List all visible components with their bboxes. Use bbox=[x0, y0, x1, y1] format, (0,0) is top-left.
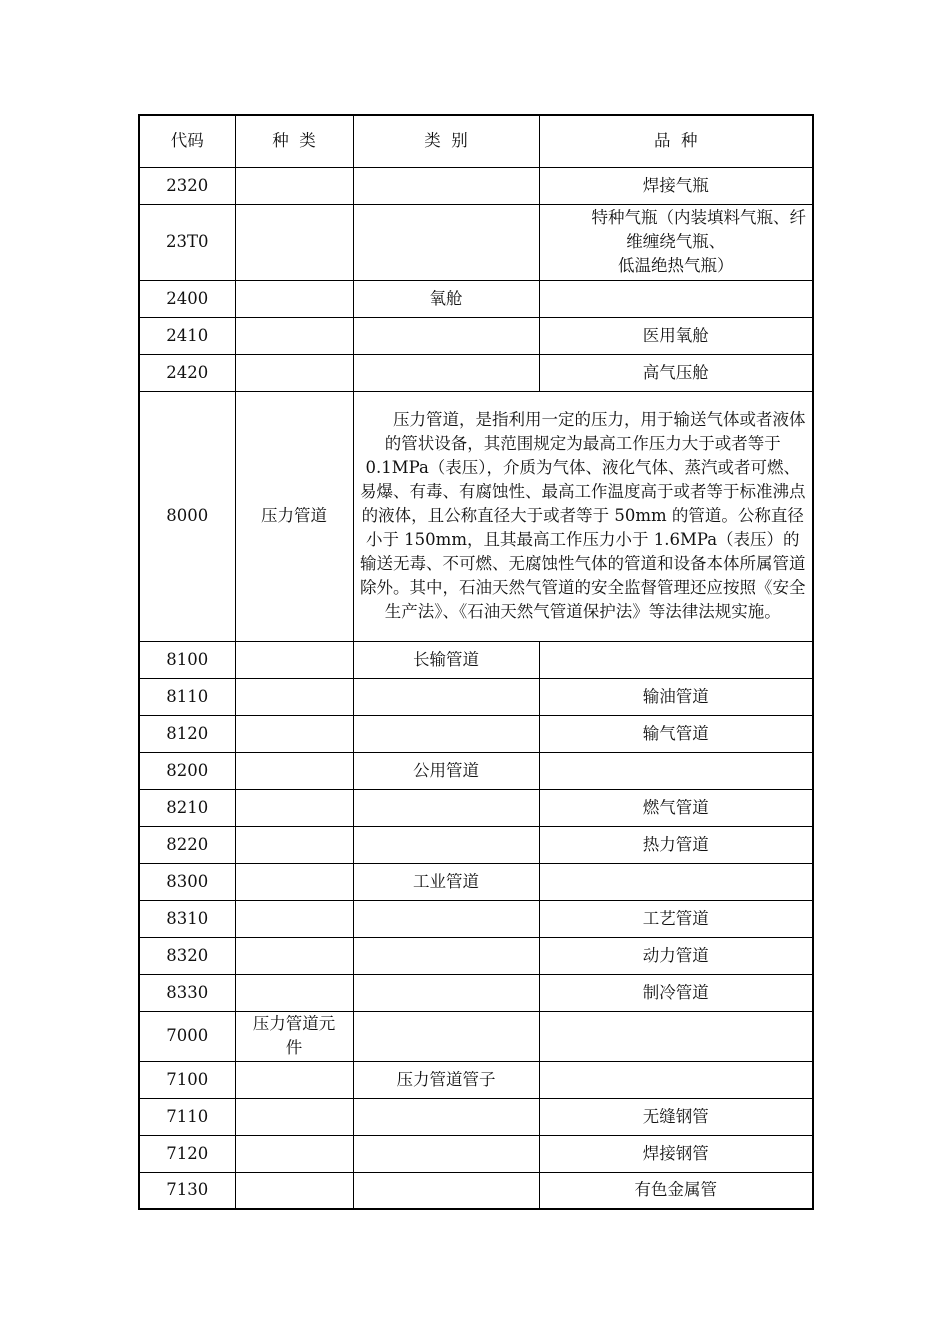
table-row bbox=[139, 204, 813, 280]
cell-code: 8300 bbox=[139, 863, 235, 900]
cell-category: 长输管道 bbox=[353, 641, 539, 678]
cell-kind bbox=[235, 1061, 353, 1098]
cell-kind bbox=[235, 354, 353, 391]
cell-variety: 输气管道 bbox=[539, 715, 813, 752]
cell-kind bbox=[235, 204, 353, 280]
cell-category bbox=[353, 1135, 539, 1172]
cell-category: 公用管道 bbox=[353, 752, 539, 789]
cell-kind bbox=[235, 317, 353, 354]
variety-line: 维缠绕气瓶、 bbox=[626, 232, 726, 251]
cell-kind bbox=[235, 280, 353, 317]
kind-line: 压力管道元 bbox=[252, 1014, 336, 1033]
table-header-row bbox=[139, 115, 813, 167]
cell-category bbox=[353, 715, 539, 752]
cell-variety: 输油管道 bbox=[539, 678, 813, 715]
cell-category bbox=[353, 1172, 539, 1209]
table-row bbox=[139, 937, 813, 974]
cell-code: 8310 bbox=[139, 900, 235, 937]
cell-kind bbox=[235, 715, 353, 752]
table-row bbox=[139, 752, 813, 789]
cell-kind bbox=[235, 641, 353, 678]
cell-variety: 有色金属管 bbox=[539, 1172, 813, 1209]
cell-kind bbox=[235, 974, 353, 1011]
cell-variety bbox=[539, 1011, 813, 1061]
cell-code: 8000 bbox=[139, 391, 235, 641]
cell-category bbox=[353, 317, 539, 354]
cell-variety: 热力管道 bbox=[539, 826, 813, 863]
cell-code: 2400 bbox=[139, 280, 235, 317]
cell-code: 2420 bbox=[139, 354, 235, 391]
cell-kind bbox=[235, 1098, 353, 1135]
cell-kind bbox=[235, 752, 353, 789]
table-row bbox=[139, 1011, 813, 1061]
cell-code: 8220 bbox=[139, 826, 235, 863]
cell-variety: 高气压舱 bbox=[539, 354, 813, 391]
table-row bbox=[139, 789, 813, 826]
cell-kind bbox=[235, 1135, 353, 1172]
cell-variety bbox=[539, 752, 813, 789]
header-variety: 品 种 bbox=[539, 115, 813, 167]
equipment-code-table bbox=[138, 114, 814, 1210]
cell-category bbox=[353, 167, 539, 204]
cell-category bbox=[353, 204, 539, 280]
cell-code: 7130 bbox=[139, 1172, 235, 1209]
cell-category bbox=[353, 900, 539, 937]
cell-variety bbox=[539, 280, 813, 317]
cell-code: 7110 bbox=[139, 1098, 235, 1135]
cell-code: 8200 bbox=[139, 752, 235, 789]
table-row bbox=[139, 391, 813, 641]
pressure-pipe-definition: 压力管道，是指利用一定的压力，用于输送气体或者液体的管状设备，其范围规定为最高工作压力大于或者等于 0.1MPa（表压），介质为气体、液化气体、蒸汽或者可燃、易爆、有毒、有腐蚀性、最高工作温度高于或者等于标准沸点的液体，且公称直径大于或者等于 50mm 的管道。公称直径小于 150mm，且其最高工作压力小于 1.6MPa（表压）的输送无毒、不可燃、无腐蚀性气体的管道和设备本体所属管道除外。其中，石油天然气管道的安全监督管理还应按照《安全生产法》、《石油天然气管道保护法》等法律法规实施。 bbox=[360, 410, 806, 621]
cell-code: 8330 bbox=[139, 974, 235, 1011]
cell-code: 7120 bbox=[139, 1135, 235, 1172]
table-row bbox=[139, 900, 813, 937]
kind-line: 件 bbox=[285, 1038, 303, 1057]
header-category: 类 别 bbox=[353, 115, 539, 167]
cell-category: 氧舱 bbox=[353, 280, 539, 317]
cell-code: 8210 bbox=[139, 789, 235, 826]
table-row bbox=[139, 826, 813, 863]
cell-description bbox=[353, 391, 813, 641]
table-row bbox=[139, 974, 813, 1011]
cell-category bbox=[353, 1098, 539, 1135]
table-row bbox=[139, 1172, 813, 1209]
cell-category bbox=[353, 354, 539, 391]
cell-variety bbox=[539, 1061, 813, 1098]
cell-variety: 焊接钢管 bbox=[539, 1135, 813, 1172]
table-row bbox=[139, 317, 813, 354]
cell-kind: 压力管道 bbox=[235, 391, 353, 641]
cell-code: 7000 bbox=[139, 1011, 235, 1061]
table-row bbox=[139, 1098, 813, 1135]
cell-code: 2410 bbox=[139, 317, 235, 354]
cell-category bbox=[353, 678, 539, 715]
cell-code: 7100 bbox=[139, 1061, 235, 1098]
cell-category bbox=[353, 1011, 539, 1061]
variety-line: 特种气瓶（内装填料气瓶、纤 bbox=[591, 208, 806, 227]
cell-variety: 燃气管道 bbox=[539, 789, 813, 826]
table-row bbox=[139, 678, 813, 715]
cell-code: 8100 bbox=[139, 641, 235, 678]
cell-category: 工业管道 bbox=[353, 863, 539, 900]
cell-kind bbox=[235, 789, 353, 826]
cell-code: 8320 bbox=[139, 937, 235, 974]
cell-code: 8110 bbox=[139, 678, 235, 715]
cell-variety: 无缝钢管 bbox=[539, 1098, 813, 1135]
cell-kind bbox=[235, 937, 353, 974]
header-kind: 种 类 bbox=[235, 115, 353, 167]
variety-line: 低温绝热气瓶） bbox=[618, 256, 734, 275]
cell-code: 23T0 bbox=[139, 204, 235, 280]
table-row bbox=[139, 1135, 813, 1172]
cell-category bbox=[353, 789, 539, 826]
table-row bbox=[139, 1061, 813, 1098]
cell-variety: 医用氧舱 bbox=[539, 317, 813, 354]
cell-category: 压力管道管子 bbox=[353, 1061, 539, 1098]
cell-kind bbox=[235, 1011, 353, 1061]
cell-variety: 工艺管道 bbox=[539, 900, 813, 937]
table-row bbox=[139, 280, 813, 317]
cell-variety: 制冷管道 bbox=[539, 974, 813, 1011]
cell-code: 2320 bbox=[139, 167, 235, 204]
cell-category bbox=[353, 937, 539, 974]
cell-kind bbox=[235, 167, 353, 204]
table-row bbox=[139, 863, 813, 900]
cell-variety: 动力管道 bbox=[539, 937, 813, 974]
cell-kind bbox=[235, 678, 353, 715]
cell-variety: 焊接气瓶 bbox=[539, 167, 813, 204]
cell-variety bbox=[539, 204, 813, 280]
table-row bbox=[139, 167, 813, 204]
cell-kind bbox=[235, 826, 353, 863]
header-code: 代码 bbox=[139, 115, 235, 167]
cell-variety bbox=[539, 863, 813, 900]
table-row bbox=[139, 641, 813, 678]
cell-category bbox=[353, 974, 539, 1011]
cell-category bbox=[353, 826, 539, 863]
cell-code: 8120 bbox=[139, 715, 235, 752]
cell-kind bbox=[235, 900, 353, 937]
cell-kind bbox=[235, 1172, 353, 1209]
cell-variety bbox=[539, 641, 813, 678]
cell-kind bbox=[235, 863, 353, 900]
table-row bbox=[139, 354, 813, 391]
table-row bbox=[139, 715, 813, 752]
